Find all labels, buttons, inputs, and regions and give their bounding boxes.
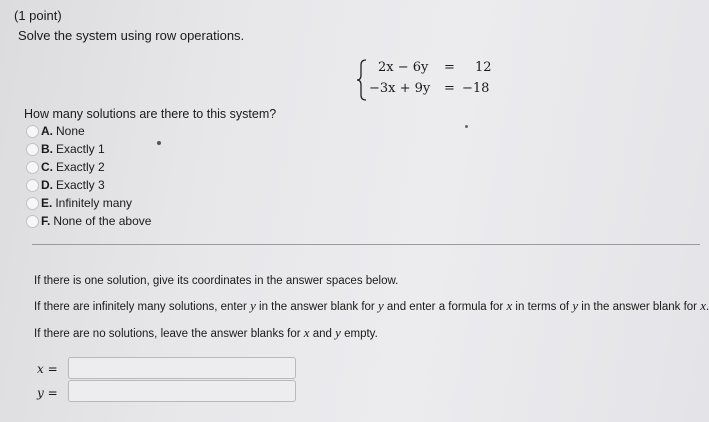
var-y: y	[572, 298, 579, 313]
instruction-text: .	[705, 301, 709, 313]
var-x: x	[700, 298, 706, 313]
instruction-no-solutions	[34, 325, 378, 341]
instruction-text: If there are no solutions, leave the answer blanks for	[34, 328, 304, 340]
instruction-text: empty.	[340, 328, 378, 340]
radio-a[interactable]	[26, 125, 39, 138]
option-letter: C.	[41, 160, 53, 174]
option-e[interactable]	[26, 194, 151, 212]
stray-dot	[157, 141, 161, 145]
option-label: None	[56, 124, 85, 138]
y-answer-label: y =	[37, 386, 58, 400]
equation-system	[355, 58, 495, 102]
var-y: y	[335, 325, 341, 340]
answer-options	[26, 122, 151, 230]
x-answer-input[interactable]	[68, 357, 296, 379]
option-label: Exactly 3	[56, 178, 105, 192]
option-letter: E.	[41, 196, 53, 210]
equation-2-equals: =	[444, 81, 455, 96]
instruction-one-solution: If there is one solution, give its coordinates in the answer spaces below.	[34, 275, 399, 287]
option-label: None of the above	[53, 214, 152, 228]
equation-2-rhs: −18	[462, 81, 490, 96]
x-answer-label: x =	[37, 362, 58, 376]
option-c[interactable]	[26, 158, 151, 176]
instruction-text: in the answer blank for	[578, 301, 701, 313]
radio-e[interactable]	[26, 197, 39, 210]
y-answer-input[interactable]	[68, 380, 296, 402]
option-d[interactable]	[26, 176, 151, 194]
var-y: y	[377, 298, 384, 313]
var-y: y	[250, 298, 256, 313]
option-letter: F.	[41, 214, 51, 228]
problem-instruction: Solve the system using row operations.	[18, 28, 245, 43]
equation-2-lhs: −3x + 9y	[369, 81, 431, 96]
equation-1-equals: =	[444, 60, 455, 75]
var-x: x	[506, 298, 513, 313]
var-x: x	[303, 325, 310, 340]
option-letter: A.	[41, 124, 53, 138]
question-text: How many solutions are there to this system?	[24, 107, 277, 121]
option-letter: B.	[41, 142, 53, 156]
radio-b[interactable]	[26, 143, 39, 156]
instruction-text: and	[309, 328, 336, 340]
instruction-text: If there are infinitely many solutions, enter	[34, 301, 251, 313]
equation-1-lhs: 2x − 6y	[378, 60, 429, 75]
option-f[interactable]	[26, 212, 151, 230]
radio-f[interactable]	[26, 215, 39, 228]
option-label: Exactly 1	[56, 142, 105, 156]
option-letter: D.	[41, 178, 53, 192]
option-b[interactable]	[26, 140, 151, 158]
left-brace-icon	[355, 58, 369, 102]
option-a[interactable]	[26, 122, 151, 140]
radio-c[interactable]	[26, 161, 39, 174]
stray-dot	[465, 125, 468, 128]
radio-d[interactable]	[26, 179, 39, 192]
section-divider	[32, 244, 700, 245]
instruction-infinite-solutions	[34, 298, 709, 314]
option-label: Exactly 2	[56, 160, 105, 174]
instruction-text: in the answer blank for	[255, 301, 378, 313]
instruction-text: in terms of	[512, 301, 573, 313]
option-label: Infinitely many	[55, 196, 133, 210]
instruction-text: and enter a formula for	[383, 301, 507, 313]
point-value: (1 point)	[14, 8, 62, 23]
equation-1-rhs: 12	[475, 60, 492, 75]
